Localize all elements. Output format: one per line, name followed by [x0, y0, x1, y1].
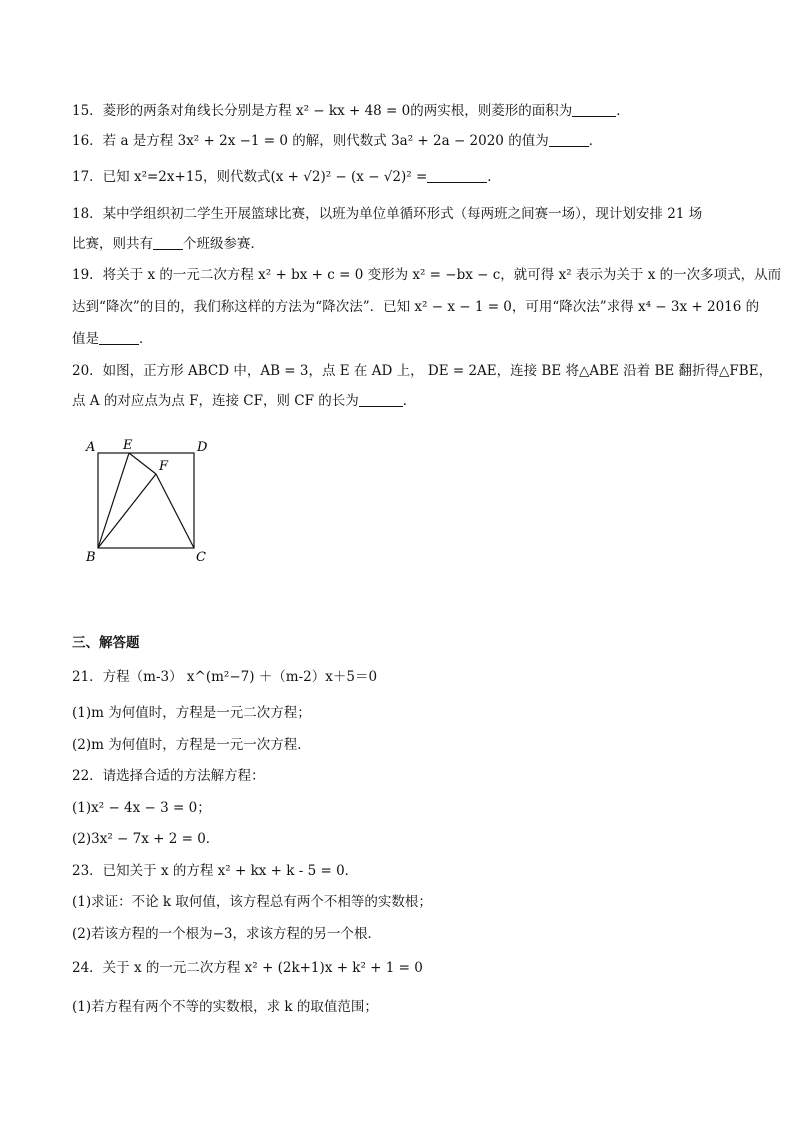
- segment-cf: [156, 474, 194, 548]
- label-d: D: [197, 440, 208, 455]
- question-15: 15．菱形的两条对角线长分别是方程 x² − kx + 48 = 0的两实根，则菱形的面积为 ．: [72, 103, 630, 119]
- question-22: 22．请选择合适的方法解方程：: [72, 768, 265, 784]
- label-e: E: [123, 438, 133, 453]
- question-20-line-2: 点 A 的对应点为点 F，连接 CF，则 CF 的长为 ．: [72, 393, 417, 409]
- question-19-line-1: 19．将关于 x 的一元二次方程 x² + bx + c = 0 变形为 x² = −bx − c，就可得 x² 表示为关于 x 的一次多项式，从而: [72, 267, 782, 283]
- segment-ef: [129, 453, 156, 474]
- answer-blank: [572, 102, 616, 117]
- question-18-line-2: 比赛，则共有 个班级参赛．: [72, 236, 264, 252]
- question-23: 23．已知关于 x 的方程 x² + kx + k - 5 = 0．: [72, 863, 359, 879]
- question-21-part-1: (1)m 为何值时，方程是一元二次方程；: [72, 705, 311, 721]
- question-21: 21．方程（m-3） x^(m²−7) ＋（m-2）x＋5＝0: [72, 669, 378, 685]
- answer-blank: [427, 168, 487, 183]
- section-title: 三、解答题: [72, 635, 140, 651]
- label-c: C: [196, 550, 206, 565]
- question-22-part-1: (1)x² − 4x − 3 = 0；: [72, 800, 211, 816]
- question-21-part-2: (2)m 为何值时，方程是一元一次方程．: [72, 737, 311, 753]
- question-17: 17．已知 x²=2x+15，则代数式(x + √2)² − (x − √2)² = ．: [72, 169, 501, 185]
- answer-blank: [359, 392, 403, 407]
- question-19-line-2: 达到“降次”的目的，我们称这样的方法为“降次法”．已知 x² − x − 1 = 0，可用“降次法”求得 x⁴ − 3x + 2016 的: [72, 299, 760, 315]
- answer-blank: [99, 330, 139, 345]
- question-24-part-1: (1)若方程有两个不等的实数根，求 k 的取值范围；: [72, 999, 378, 1015]
- square-abcd: [98, 453, 194, 548]
- label-a: A: [86, 440, 96, 455]
- question-16: 16．若 a 是方程 3x² + 2x −1 = 0 的解，则代数式 3a² + 2a − 2020 的值为 ．: [72, 133, 603, 149]
- answer-blank: [549, 132, 589, 147]
- segment-be: [98, 453, 129, 548]
- question-23-part-1: (1)求证：不论 k 取何值，该方程总有两个不相等的实数根；: [72, 894, 432, 910]
- question-19-line-3: 值是 ．: [72, 331, 153, 347]
- label-b: B: [86, 550, 96, 565]
- question-18-line-1: 18．某中学组织初二学生开展篮球比赛，以班为单位单循环形式（每两班之间赛一场），现计划安排 21 场: [72, 206, 703, 222]
- question-20-line-1: 20．如图，正方形 ABCD 中，AB = 3，点 E 在 AD 上， DE = 2AE，连接 BE 将△ABE 沿着 BE 翻折得△FBE，: [72, 363, 773, 379]
- question-22-part-2: (2)3x² − 7x + 2 = 0．: [72, 831, 220, 847]
- question-24: 24．关于 x 的一元二次方程 x² + (2k+1)x + k² + 1 = 0: [72, 960, 423, 976]
- question-23-part-2: (2)若该方程的一个根为−3，求该方程的另一个根．: [72, 926, 382, 942]
- answer-blank: [153, 235, 183, 250]
- label-f: F: [159, 459, 169, 474]
- square-figure: [80, 435, 220, 570]
- segment-bf: [98, 474, 156, 548]
